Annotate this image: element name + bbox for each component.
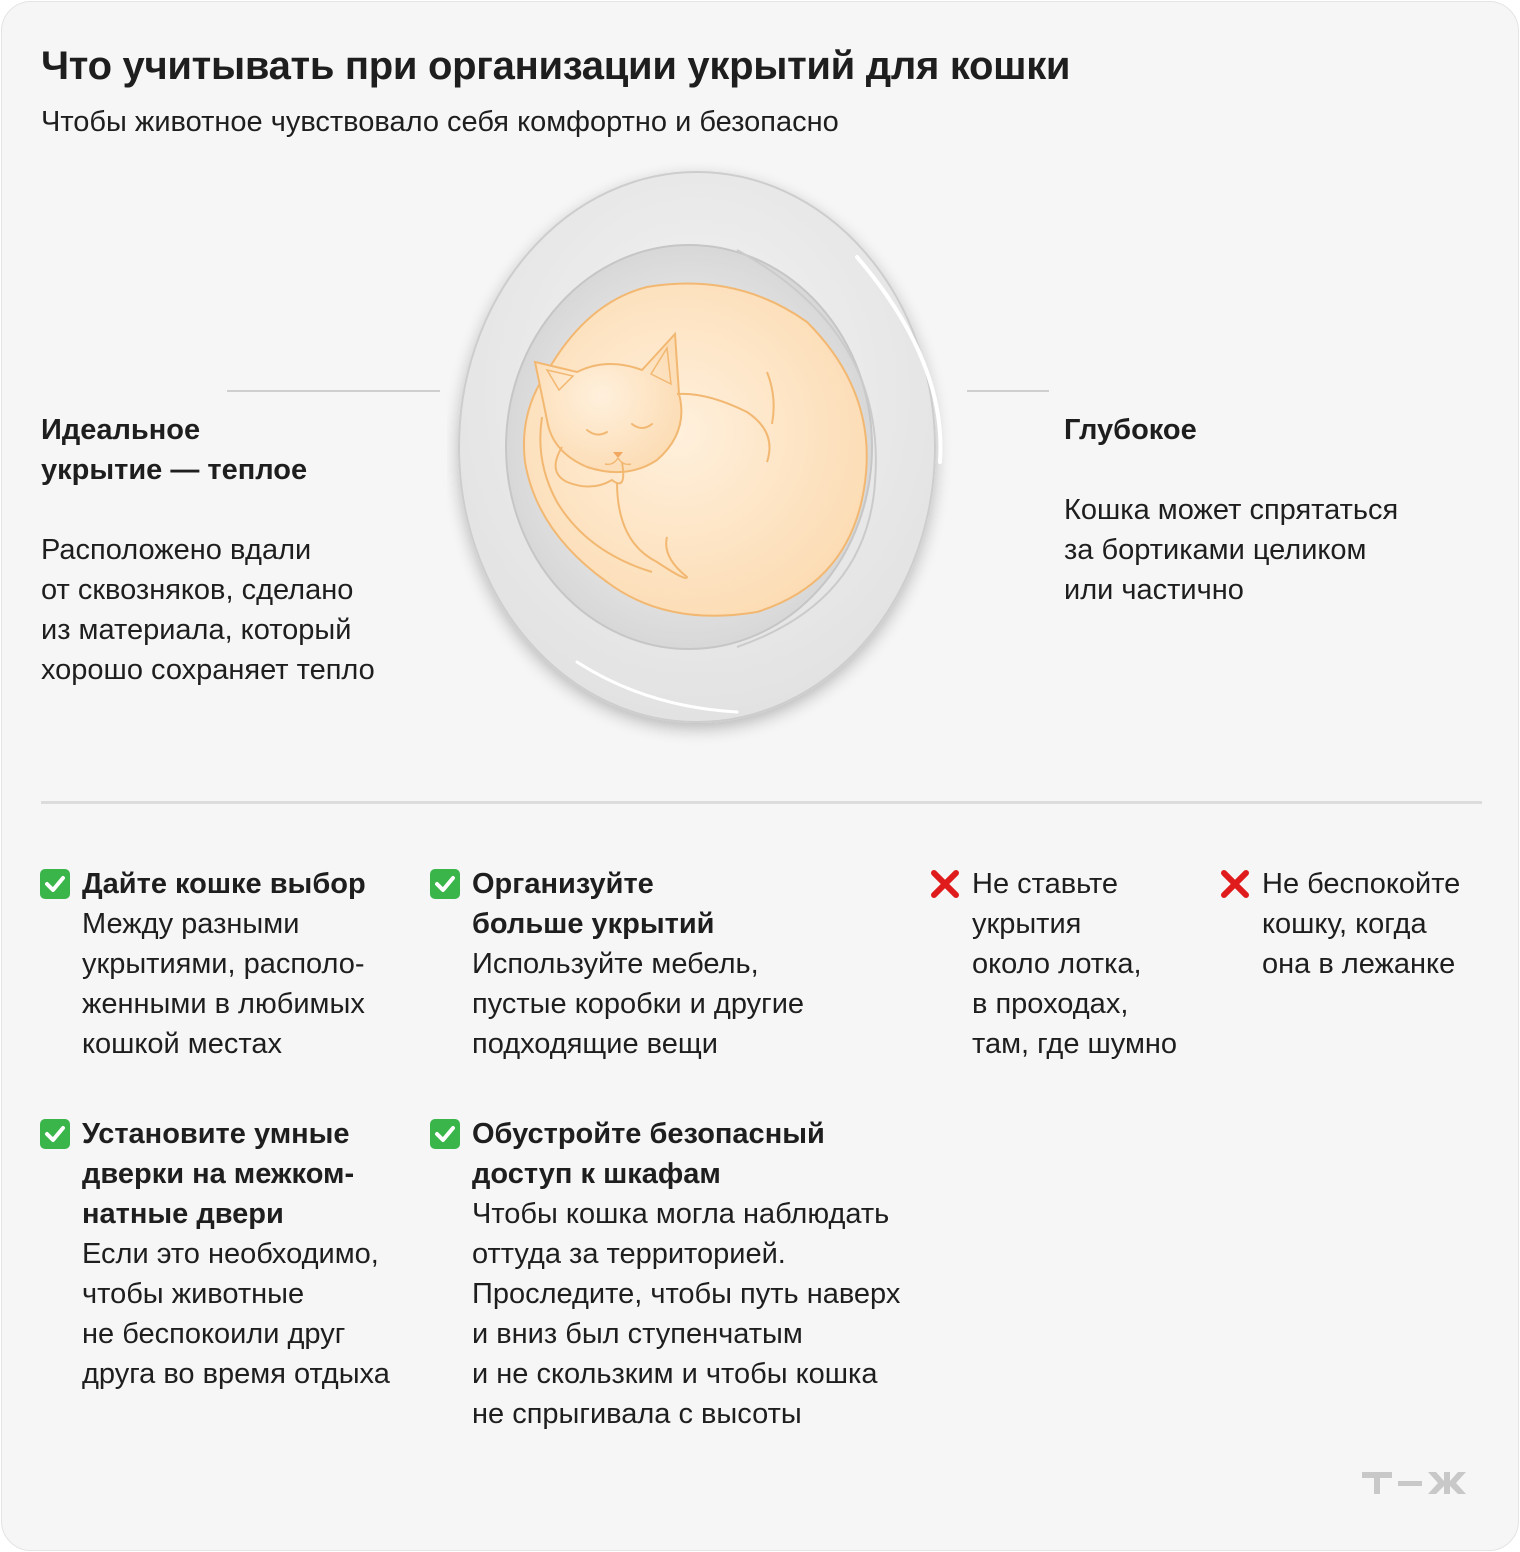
tip-body: Не беспокойте кошку, когда она в лежанке (1262, 868, 1461, 980)
tip-body: Если это необходимо, чтобы животные не беспокоили друг друга во время отдыха (82, 1238, 390, 1390)
tip-dont-place (972, 864, 1212, 1064)
tip-smart-doors (82, 1114, 422, 1394)
right-callout-body: Кошка может спрятаться за бортиками целиком или частично (1064, 494, 1399, 606)
check-mark-icon (40, 1119, 70, 1149)
right-callout-heading: Глубокое (1064, 414, 1197, 446)
tzh-logo-icon (1362, 1468, 1482, 1498)
tip-dont-disturb (1262, 864, 1492, 984)
tip-body: Используйте мебель, пустые коробки и другие подходящие вещи (472, 948, 805, 1060)
left-leader-line (227, 390, 440, 392)
page-title: Что учитывать при организации укрытий для кошки (41, 44, 1071, 88)
cross-mark-icon (930, 869, 960, 899)
page-subtitle: Чтобы животное чувствовало себя комфортно и безопасно (41, 106, 839, 138)
tip-more-shelters (472, 864, 892, 1064)
tip-give-choice (82, 864, 412, 1064)
left-callout (41, 370, 441, 730)
tip-cabinet-access (472, 1114, 942, 1434)
tip-body: Между разными укрытиями, располо- женными в любимых кошкой местах (82, 908, 365, 1060)
left-callout-heading: Идеальное укрытие — теплое (41, 414, 308, 486)
tip-body: Не ставьте укрытия около лотка, в проходах, там, где шумно (972, 868, 1178, 1060)
right-leader-line (967, 390, 1049, 392)
tip-body: Чтобы кошка могла наблюдать оттуда за территорией. Проследите, чтобы путь наверх и вниз был ступенчатым и не скользким и чтобы кошка не спрыгивала с высоты (472, 1198, 901, 1430)
cat-bed-icon (447, 162, 967, 752)
left-callout-body: Расположено вдали от сквозняков, сделано из материала, который хорошо сохраняет тепло (41, 534, 375, 686)
tip-heading: Организуйте больше укрытий (472, 868, 715, 940)
infographic-card (1, 1, 1519, 1551)
section-divider (41, 801, 1482, 804)
check-mark-icon (430, 869, 460, 899)
check-mark-icon (40, 869, 70, 899)
tip-heading: Дайте кошке выбор (82, 868, 366, 900)
right-callout (1064, 370, 1484, 650)
cross-mark-icon (1220, 869, 1250, 899)
check-mark-icon (430, 1119, 460, 1149)
tip-heading: Обустройте безопасный доступ к шкафам (472, 1118, 825, 1190)
tip-heading: Установите умные дверки на межком- натные двери (82, 1118, 355, 1230)
